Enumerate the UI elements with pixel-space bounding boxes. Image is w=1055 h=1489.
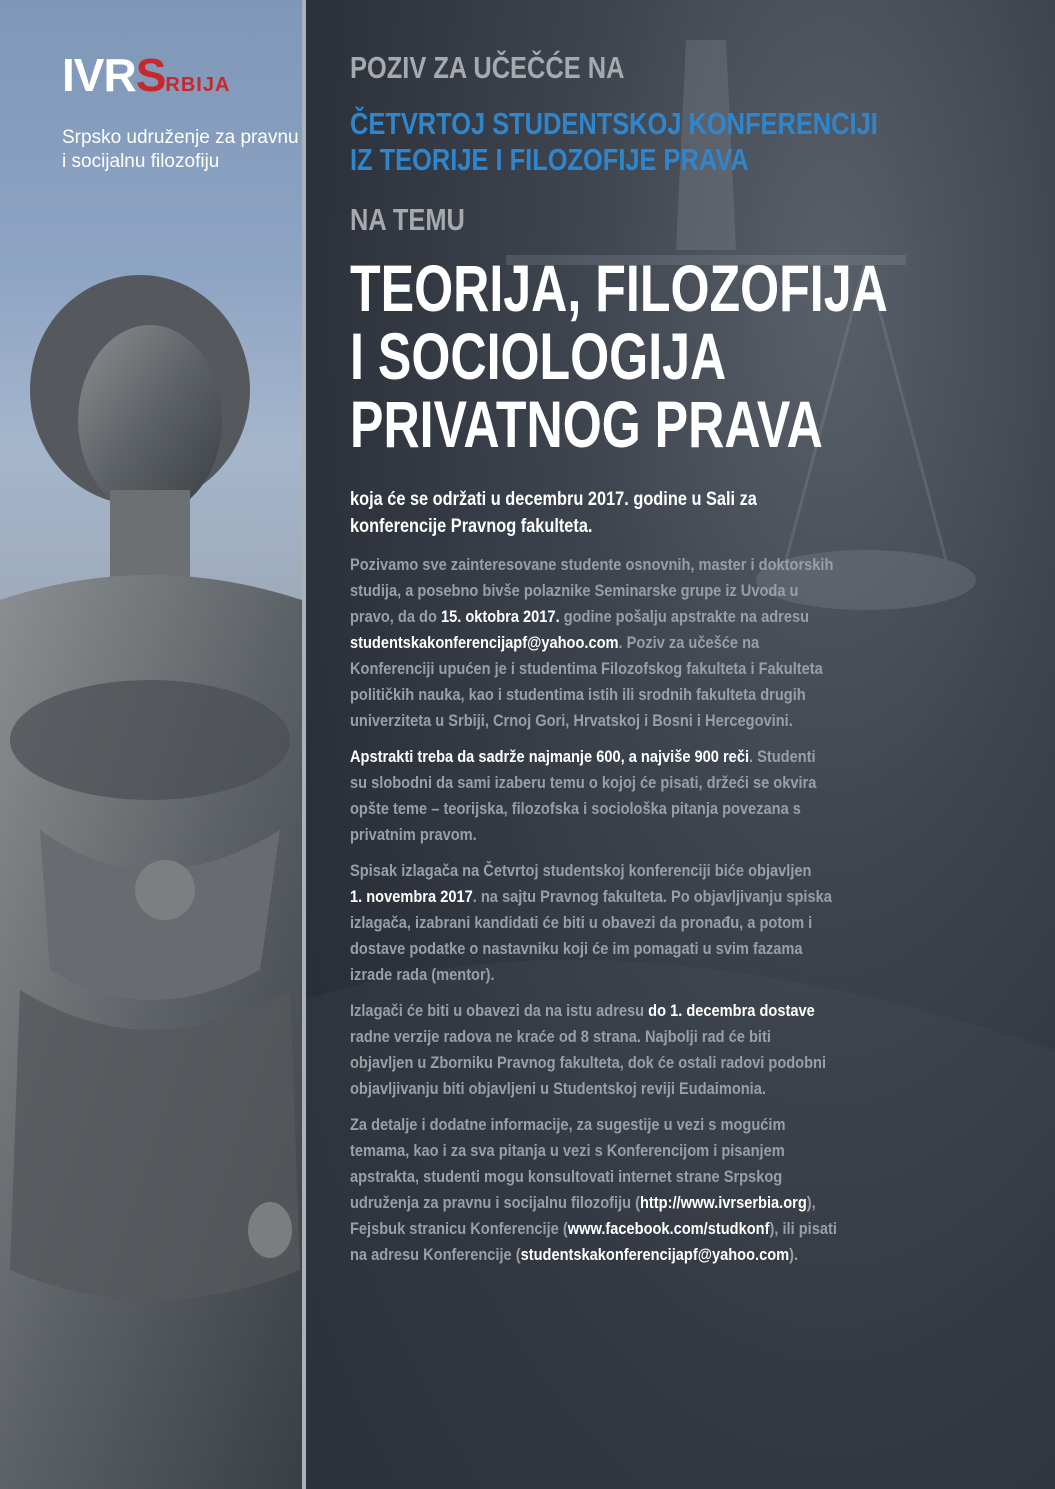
text-span: Fejsbuk stranicu Konferencije ( <box>350 1219 568 1238</box>
text-line: univerziteta u Srbiji, Crnoj Gori, Hrvatskoj i Bosni i Hercegovini. <box>350 711 793 730</box>
topic-title-line2: I SOCIOLOGIJA <box>350 319 727 393</box>
justitia-statue-image <box>0 270 302 1489</box>
logo-mark <box>62 49 292 108</box>
text-line <box>350 604 1021 630</box>
intro-paragraph <box>350 486 1021 540</box>
topic-label: NA TEMU <box>350 202 465 237</box>
text-line: opšte teme – teorijska, filozofska i sociološka pitanja povezana s <box>350 799 801 818</box>
logo-subtitle-line: Srpsko udruženje za pravnu <box>62 127 299 148</box>
text-line: objavljen u Zborniku Pravnog fakulteta, dok će ostali radovi podobni <box>350 1053 827 1072</box>
text-line: izrade rada (mentor). <box>350 965 495 984</box>
text-span: . na sajtu Pravnog fakulteta. Po objavljivanju spiska <box>472 887 832 906</box>
text-span: ), <box>806 1193 816 1212</box>
text-line: Spisak izlagača na Četvrtoj studentskoj konferenciji biće objavljen <box>350 861 812 880</box>
conference-title-line2: IZ TEORIJE I FILOZOFIJE PRAVA <box>350 142 749 177</box>
text-line: studija, a posebno bivše polaznike Seminarske grupe iz Uvoda u <box>350 581 799 600</box>
logo-rbija: RBIJA <box>165 74 231 96</box>
text-line: apstrakta, studenti mogu konsultovati internet strane Srpskog <box>350 1167 783 1186</box>
intro-line: koja će se održati u decembru 2017. godine u Sali za <box>350 489 757 510</box>
text-span: . Studenti <box>749 747 816 766</box>
text-span: pravo, da do <box>350 607 441 626</box>
text-line: temama, kao i za sva pitanja u vezi s Konferencijom i pisanjem <box>350 1141 785 1160</box>
text-line: privatnim pravom. <box>350 825 477 844</box>
email-link[interactable]: studentskakonferencijapf@yahoo.com <box>350 633 619 652</box>
intro-line: konferencije Pravnog fakulteta. <box>350 516 593 537</box>
ivr-srbija-logo <box>62 49 299 174</box>
logo-subtitle <box>62 126 302 174</box>
text-line: objavljivanju biti objavljeni u Studentskoj reviji Eudaimonia. <box>350 1079 766 1098</box>
topic-title-line1: TEORIJA, FILOZOFIJA <box>350 251 888 325</box>
website-link[interactable]: http://www.ivrserbia.org <box>639 1193 807 1212</box>
text-line: Za detalje i dodatne informacije, za sugestije u vezi s mogućim <box>350 1115 786 1134</box>
text-span: Izlagači će biti u obavezi da na istu adresu <box>350 1001 649 1020</box>
text-span: na adresu Konferencije ( <box>350 1245 521 1264</box>
text-span: . Poziv za učešće na <box>618 633 760 652</box>
topic-title-line3: PRIVATNOG PRAVA <box>350 387 823 461</box>
logo-subtitle-line: i socijalnu filozofiju <box>62 151 220 172</box>
text-span: ). <box>789 1245 799 1264</box>
text-line: dostave podatke o nastavniku koji će im pomagati u svim fazama <box>350 939 803 958</box>
submission-deadline: do 1. decembra dostave <box>648 1001 815 1020</box>
text-line <box>350 998 1021 1024</box>
text-line: Pozivamo sve zainteresovane studente osnovnih, master i doktorskih <box>350 555 834 574</box>
text-line <box>350 1242 1021 1268</box>
text-line <box>350 744 1021 770</box>
paragraph-speakers <box>350 858 1021 988</box>
text-line: su slobodni da sami izaberu temu o kojoj će pisati, držeći se okvira <box>350 773 817 792</box>
paragraph-call <box>350 552 1021 734</box>
invitation-content <box>350 50 1020 1268</box>
abstract-length-requirement: Apstrakti treba da sadrže najmanje 600, a najviše 900 reči <box>350 747 750 766</box>
logo-s: S <box>135 49 166 101</box>
text-line <box>350 1216 1021 1242</box>
text-line: političkih nauka, kao i studentima istih ili srodnih fakulteta drugih <box>350 685 806 704</box>
text-line <box>350 884 1021 910</box>
text-line: Konferenciji upućen je i studentima Filozofskog fakulteta i Fakulteta <box>350 659 823 678</box>
logo-ivr: IVR <box>62 49 136 101</box>
text-line <box>350 630 1021 656</box>
paragraph-contact <box>350 1112 1021 1268</box>
deadline-date: 15. oktobra 2017. <box>440 607 560 626</box>
text-line: radne verzije radova ne kraće od 8 strana. Najbolji rad će biti <box>350 1027 771 1046</box>
email-link[interactable]: studentskakonferencijapf@yahoo.com <box>520 1245 790 1264</box>
paragraph-papers <box>350 998 1021 1102</box>
announcement-date: 1. novembra 2017 <box>350 887 473 906</box>
text-span: udruženja za pravnu i socijalnu filozofiju ( <box>350 1193 640 1212</box>
text-line: izlagača, izabrani kandidati će biti u obavezi da pronađu, a potom i <box>350 913 813 932</box>
text-line <box>350 1190 1021 1216</box>
paragraph-abstracts <box>350 744 1021 848</box>
facebook-link[interactable]: www.facebook.com/studkonf <box>567 1219 770 1238</box>
text-span: godine pošalju apstrakte na adresu <box>559 607 810 626</box>
main-panel <box>306 0 1055 1489</box>
statue-sidebar <box>0 0 302 1489</box>
invite-heading: POZIV ZA UČEČĆE NA <box>350 50 625 85</box>
conference-title-line1: ČETVRTOJ STUDENTSKOJ KONFERENCIJI <box>350 106 878 141</box>
text-span: ), ili pisati <box>769 1219 837 1238</box>
